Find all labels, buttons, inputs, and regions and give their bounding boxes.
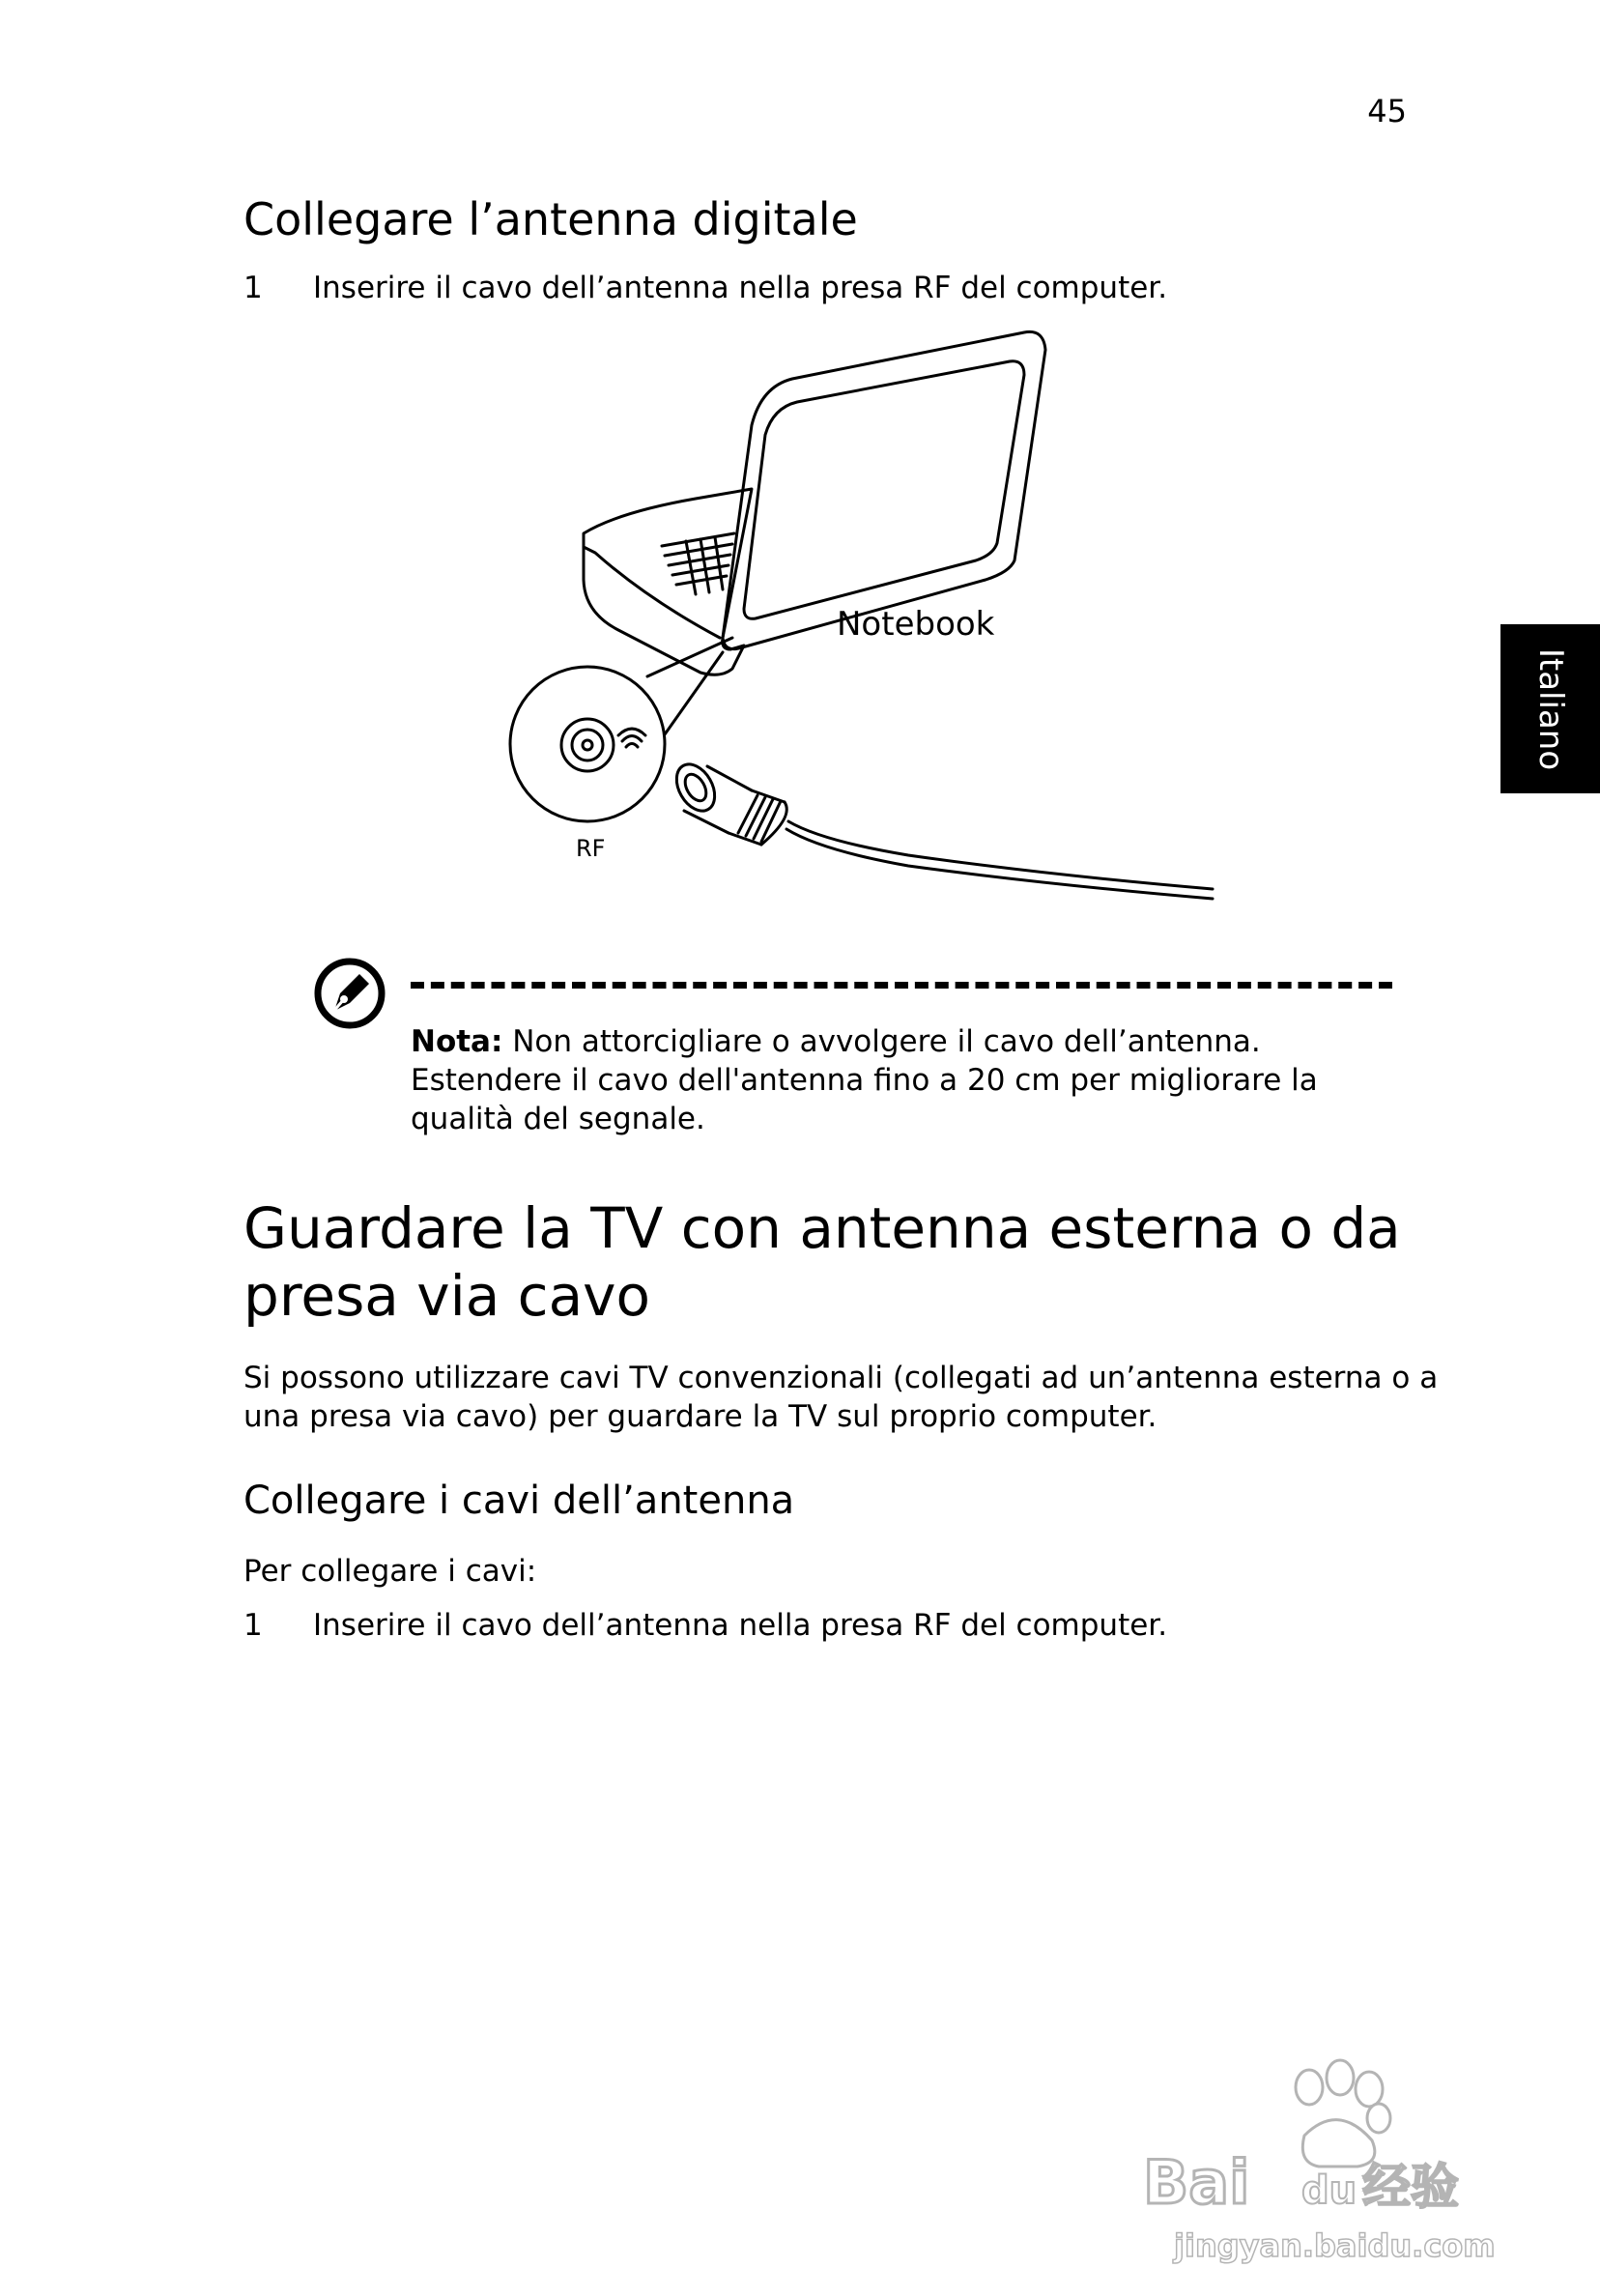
section-heading-tv-line-1: Guardare la TV con antenna esterna o da — [243, 1195, 1401, 1261]
note-text — [411, 1022, 1377, 1138]
antenna-cables-intro: Per collegare i cavi: — [243, 1554, 537, 1589]
baidu-jingyan-watermark — [1135, 2049, 1502, 2271]
section-heading-tv-line-2: presa via cavo — [243, 1263, 650, 1329]
svg-text:jingyan.baidu.com: jingyan.baidu.com — [1174, 2227, 1496, 2264]
note-line-3: qualità del segnale. — [411, 1102, 705, 1136]
svg-text:du: du — [1301, 2168, 1357, 2213]
tv-paragraph-line-1: Si possono utilizzare cavi TV convenzionali (collegati ad un’antenna esterna o a — [243, 1361, 1439, 1395]
note-line-2: Estendere il cavo dell'antenna fino a 20 cm per migliorare la — [411, 1063, 1318, 1098]
notebook-lid — [723, 331, 1045, 648]
step-number: 1 — [243, 271, 263, 305]
rf-label: RF — [576, 835, 606, 862]
page-number: 45 — [1367, 93, 1407, 129]
step-text: Inserire il cavo dell’antenna nella presa RF del computer. — [313, 1608, 1168, 1643]
antenna-cable-plug — [669, 758, 786, 845]
step-item — [243, 1606, 1167, 1645]
language-tab — [1500, 624, 1600, 793]
tv-paragraph — [243, 1359, 1438, 1436]
note-pen-icon — [311, 955, 388, 1032]
note-label: Nota: — [411, 1024, 503, 1059]
svg-text:经验: 经验 — [1362, 2159, 1459, 2215]
antenna-cable — [786, 821, 1213, 899]
tv-paragraph-line-2: una presa via cavo) per guardare la TV sul proprio computer. — [243, 1399, 1157, 1434]
section-heading-digital-antenna: Collegare l’antenna digitale — [243, 193, 858, 245]
step-item — [243, 269, 1167, 307]
section-heading-tv — [243, 1194, 1403, 1330]
step-text: Inserire il cavo dell’antenna nella presa RF del computer. — [313, 271, 1168, 305]
notebook-label: Notebook — [837, 605, 995, 644]
step-number: 1 — [243, 1608, 263, 1643]
section-heading-antenna-cables: Collegare i cavi dell’antenna — [243, 1478, 795, 1523]
svg-text:Bai: Bai — [1143, 2147, 1250, 2218]
rf-port-callout — [510, 667, 665, 821]
note-divider — [411, 982, 1392, 989]
note-line-1: Non attorcigliare o avvolgere il cavo dell’antenna. — [502, 1024, 1261, 1059]
language-tab-label: Italiano — [1530, 647, 1570, 770]
